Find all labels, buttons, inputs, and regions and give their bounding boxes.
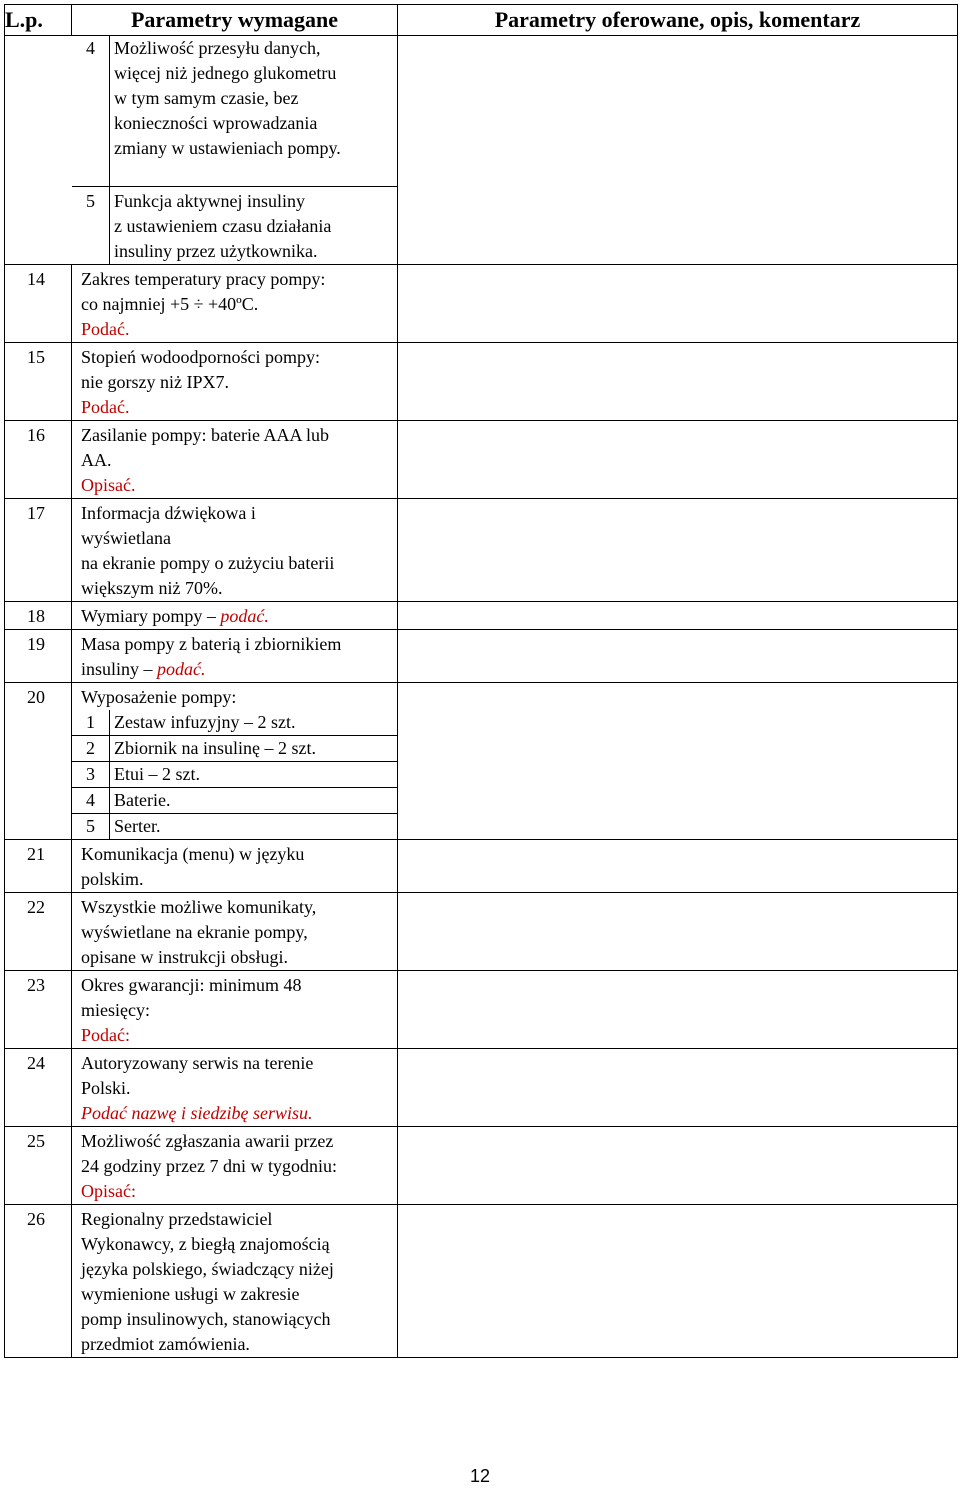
table-row — [5, 421, 958, 499]
text-line — [81, 604, 393, 629]
text-line: Zakres temperatury pracy pompy: — [81, 269, 326, 289]
text-line: polskim. — [81, 869, 144, 889]
row-number: 22 — [5, 893, 72, 971]
row-text — [72, 602, 398, 630]
page-number: 12 — [469, 1466, 491, 1486]
row-number: 24 — [5, 1049, 72, 1127]
sub-item-number: 4 — [72, 36, 110, 187]
row-note: podać. — [157, 659, 206, 679]
text-line: nie gorszy niż IPX7. — [81, 372, 229, 392]
text-line: wyświetlane na ekranie pompy, — [81, 922, 308, 942]
table-row — [5, 1127, 958, 1205]
table-row — [5, 499, 958, 602]
row-note: Podać. — [81, 319, 130, 339]
header-lp: L.p. — [5, 5, 72, 36]
text-line: Regionalny przedstawiciel — [81, 1209, 273, 1229]
offered-cell — [398, 840, 958, 893]
row-number: 14 — [5, 265, 72, 343]
text-line: Wszystkie możliwe komunikaty, — [81, 897, 317, 917]
equipment-item: Zbiornik na insulinę – 2 szt. — [110, 736, 398, 762]
table-row — [5, 343, 958, 421]
sub-item-text — [110, 36, 398, 187]
text-line: Wykonawcy, z biegłą znajomością — [81, 1234, 330, 1254]
equipment-list — [72, 710, 397, 839]
table-row — [5, 971, 958, 1049]
text-line: konieczności wprowadzania — [114, 113, 318, 133]
text-line: Możliwość zgłaszania awarii przez — [81, 1131, 334, 1151]
offered-cell — [398, 421, 958, 499]
sub-item-number: 4 — [72, 788, 110, 814]
table-row — [5, 265, 958, 343]
text-line: więcej niż jednego glukometru — [114, 63, 337, 83]
text-line: Okres gwarancji: minimum 48 — [81, 975, 302, 995]
row-number: 18 — [5, 602, 72, 630]
text-line: Informacja dźwiękowa i — [81, 503, 256, 523]
offered-cell — [398, 683, 958, 840]
row-note: Podać. — [81, 397, 130, 417]
row-text — [72, 683, 398, 840]
offered-cell — [398, 630, 958, 683]
table-row — [5, 683, 958, 840]
offered-cell — [398, 499, 958, 602]
text-line: insuliny przez użytkownika. — [114, 241, 318, 261]
table-row — [5, 1049, 958, 1127]
sub-item-number: 1 — [72, 710, 110, 736]
text-line: co najmniej +5 ÷ +40ºC. — [81, 294, 259, 314]
table-row — [5, 602, 958, 630]
text-line: z ustawieniem czasu działania — [114, 216, 332, 236]
text-line: miesięcy: — [81, 1000, 150, 1020]
row-number: 17 — [5, 499, 72, 602]
text-line: Komunikacja (menu) w języku — [81, 844, 305, 864]
text-line: Stopień wodoodporności pompy: — [81, 347, 320, 367]
row-text — [72, 1049, 398, 1127]
text-line: pomp insulinowych, stanowiących — [81, 1309, 331, 1329]
text-line: w tym samym czasie, bez — [114, 88, 299, 108]
table-row — [5, 893, 958, 971]
row-text — [72, 1127, 398, 1205]
text-line: zmiany w ustawieniach pompy. — [114, 138, 341, 158]
row-note: Podać: — [81, 1025, 130, 1045]
text-line: Autoryzowany serwis na terenie — [81, 1053, 314, 1073]
text-line: wymienione usługi w zakresie — [81, 1284, 300, 1304]
sub-item-number: 5 — [72, 814, 110, 840]
text-line: Polski. — [81, 1078, 131, 1098]
row-number: 16 — [5, 421, 72, 499]
text-line: AA. — [81, 450, 112, 470]
row-note: Opisać: — [81, 1181, 136, 1201]
sub-item-number: 2 — [72, 736, 110, 762]
offered-cell — [398, 1205, 958, 1358]
offered-cell — [398, 1049, 958, 1127]
row-number: 19 — [5, 630, 72, 683]
header-required: Parametry wymagane — [72, 5, 398, 36]
sub-item-text — [110, 187, 398, 265]
row-text — [72, 1205, 398, 1358]
row-note: Podać nazwę i siedzibę serwisu. — [81, 1103, 313, 1123]
text-line: na ekranie pompy o zużyciu baterii — [81, 553, 335, 573]
sub-item-number: 5 — [72, 187, 110, 265]
row-text — [72, 499, 398, 602]
offered-cell — [398, 36, 958, 265]
offered-cell — [398, 265, 958, 343]
row-number: 20 — [5, 683, 72, 840]
row-text — [72, 265, 398, 343]
table-row — [5, 1205, 958, 1358]
equipment-item: Etui – 2 szt. — [110, 762, 398, 788]
row-number: 26 — [5, 1205, 72, 1358]
row-text — [72, 971, 398, 1049]
row-text — [72, 893, 398, 971]
row-text — [72, 421, 398, 499]
row-note: podać. — [220, 606, 269, 626]
sub-item-number: 3 — [72, 762, 110, 788]
offered-cell — [398, 602, 958, 630]
header-offered: Parametry oferowane, opis, komentarz — [398, 5, 958, 36]
offered-cell — [398, 343, 958, 421]
equipment-item: Serter. — [110, 814, 398, 840]
sub-item-list — [72, 36, 397, 264]
row-number: 25 — [5, 1127, 72, 1205]
equipment-item: Zestaw infuzyjny – 2 szt. — [114, 712, 296, 732]
text-line: języka polskiego, świadczący niżej — [81, 1259, 334, 1279]
table-row — [5, 36, 958, 265]
text-line: 24 godziny przez 7 dni w tygodniu: — [81, 1156, 337, 1176]
text-line: Funkcja aktywnej insuliny — [114, 191, 305, 211]
row-text — [72, 630, 398, 683]
row-prefix: Wymiary pompy – — [81, 606, 221, 626]
sub-items-cell — [5, 36, 398, 265]
table-row — [5, 630, 958, 683]
row-note: Opisać. — [81, 475, 136, 495]
row-text — [72, 840, 398, 893]
header-row — [5, 5, 958, 36]
offered-cell — [398, 893, 958, 971]
offered-cell — [398, 971, 958, 1049]
text-line: wyświetlana — [81, 528, 171, 548]
text-line — [81, 657, 393, 682]
equipment-title: Wyposażenie pompy: — [81, 687, 237, 707]
equipment-item: Baterie. — [110, 788, 398, 814]
row-number: 21 — [5, 840, 72, 893]
text-line: Zasilanie pompy: baterie AAA lub — [81, 425, 329, 445]
offered-cell — [398, 1127, 958, 1205]
row-prefix: insuliny – — [81, 659, 158, 679]
text-line: opisane w instrukcji obsługi. — [81, 947, 288, 967]
text-line: większym niż 70%. — [81, 578, 223, 598]
row-text — [72, 343, 398, 421]
spec-table — [4, 4, 958, 1358]
table-row — [5, 840, 958, 893]
row-number: 23 — [5, 971, 72, 1049]
text-line: Możliwość przesyłu danych, — [114, 38, 321, 58]
row-number: 15 — [5, 343, 72, 421]
text-line: Masa pompy z baterią i zbiornikiem — [81, 634, 342, 654]
text-line: przedmiot zamówienia. — [81, 1334, 250, 1354]
